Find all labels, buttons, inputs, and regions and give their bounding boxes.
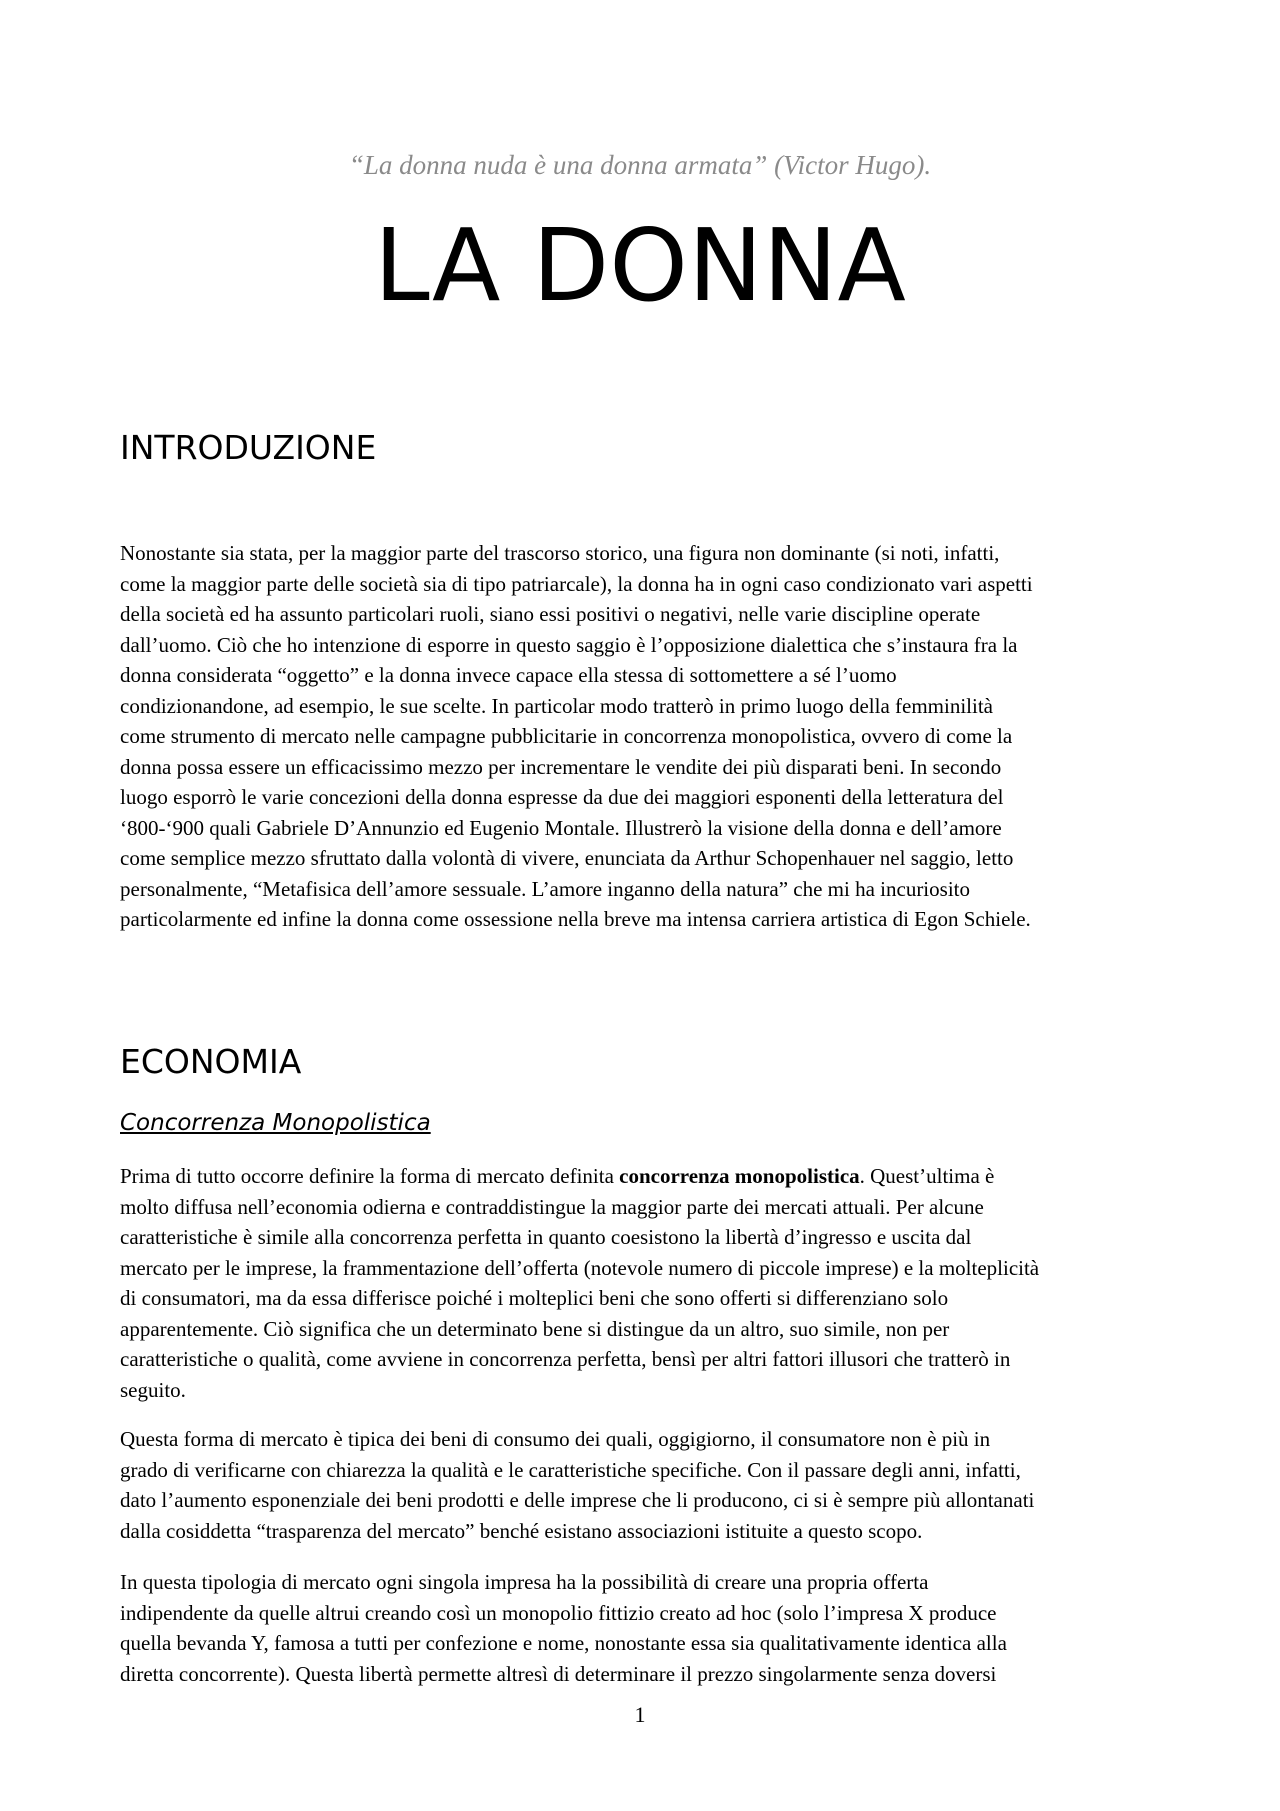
- paragraph-line: come la maggior parte delle società sia di tipo patriarcale), la donna ha in ogni caso condizionato vari aspetti: [120, 571, 1033, 596]
- paragraph-line: dato l’aumento esponenziale dei beni prodotti e delle imprese che li producono, ci si è sempre più allontanati: [120, 1488, 1035, 1512]
- paragraph-line: come strumento di mercato nelle campagne pubblicitarie in concorrenza monopolistica, ovvero di come la: [120, 724, 1013, 748]
- paragraph-line: indipendente da quelle altrui creando così un monopolio fittizio creato ad hoc (solo l’impresa X produce: [120, 1600, 997, 1625]
- page-number: 1: [634, 1702, 646, 1727]
- paragraph-line: caratteristiche è simile alla concorrenza perfetta in quanto coesistono la libertà d’ingresso e uscita dal: [120, 1225, 972, 1249]
- paragraph-line: particolarmente ed infine la donna come ossessione nella breve ma intensa carriera artistica di Egon Schiele.: [120, 907, 1031, 931]
- document-title: LA DONNA: [374, 207, 906, 324]
- paragraph-line: dalla cosiddetta “trasparenza del mercato” benché esistano associazioni istituite a questo scopo.: [120, 1518, 923, 1543]
- section-heading-introduzione: INTRODUZIONE: [120, 428, 377, 467]
- paragraph-line: mercato per le imprese, la frammentazione dell’offerta (notevole numero di piccole imprese) e la molteplicità: [120, 1255, 1040, 1280]
- paragraph-line: della società ed ha assunto particolari ruoli, siano essi positivi o negativi, nelle varie discipline operate: [120, 602, 981, 626]
- economy-paragraph-1: [120, 1161, 1160, 1405]
- intro-paragraph: [120, 538, 1160, 935]
- paragraph-line: apparentemente. Ciò significa che un determinato bene si distingue da un altro, suo simile, non per: [120, 1316, 950, 1341]
- paragraph-line: condizionandone, ad esempio, le sue scelte. In particolar modo tratterò in primo luogo della femminilità: [120, 693, 993, 718]
- paragraph-line: caratteristiche o qualità, come avviene in concorrenza perfetta, bensì per altri fattori illusori che tratterò in: [120, 1347, 1011, 1371]
- paragraph-line: donna considerata “oggetto” e la donna invece capace ella stessa di sottomettere a sé l’uomo: [120, 663, 897, 687]
- economy-paragraph-2: [120, 1424, 1160, 1546]
- paragraph-line: molto diffusa nell’economia odierna e contraddistingue la maggior parte dei mercati attuali. Per alcune: [120, 1194, 984, 1219]
- line-text: Prima di tutto occorre definire la forma di mercato definita: [120, 1164, 620, 1188]
- paragraph-line: diretta concorrente). Questa libertà permette altresì di determinare il prezzo singolarmente senza doversi: [120, 1661, 997, 1686]
- paragraph-line: In questa tipologia di mercato ogni singola impresa ha la possibilità di creare una propria offerta: [120, 1570, 929, 1594]
- paragraph-line: ‘800-‘900 quali Gabriele D’Annunzio ed Eugenio Montale. Illustrerò la visione della donna e dell’amore: [120, 815, 1002, 840]
- section-heading-economia: ECONOMIA: [120, 1042, 302, 1081]
- paragraph-line: come semplice mezzo sfruttato dalla volontà di vivere, enunciata da Arthur Schopenhauer nel saggio, letto: [120, 846, 1014, 870]
- line-text: . Quest’ultima è: [859, 1164, 995, 1188]
- subsection-heading: Concorrenza Monopolistica: [120, 1110, 431, 1136]
- paragraph-line: Nonostante sia stata, per la maggior parte del trascorso storico, una figura non dominante (si noti, infatti,: [120, 541, 1000, 565]
- economy-paragraph-3: [120, 1567, 1160, 1689]
- paragraph-line: personalmente, “Metafisica dell’amore sessuale. L’amore inganno della natura” che mi ha incuriosito: [120, 876, 970, 901]
- bold-term: concorrenza monopolistica: [619, 1164, 860, 1188]
- paragraph-line: donna possa essere un efficacissimo mezzo per incrementare le vendite dei più disparati beni. In secondo: [120, 754, 1002, 779]
- paragraph-line: dall’uomo. Ciò che ho intenzione di esporre in questo saggio è l’opposizione dialettica che s’instaura fra la: [120, 632, 1018, 657]
- paragraph-line: quella bevanda Y, famosa a tutti per confezione e nome, nonostante essa sia qualitativamente identica alla: [120, 1631, 1007, 1655]
- paragraph-line: seguito.: [120, 1377, 186, 1402]
- epigraph-quote: “La donna nuda è una donna armata” (Victor Hugo).: [348, 150, 932, 180]
- paragraph-line: grado di verificarne con chiarezza la qualità e le caratteristiche specifiche. Con il passare degli anni, infatti,: [120, 1457, 1021, 1482]
- paragraph-line: Questa forma di mercato è tipica dei beni di consumo dei quali, oggigiorno, il consumatore non è più in: [120, 1427, 991, 1451]
- paragraph-line: luogo esporrò le varie concezioni della donna espresse da due dei maggiori esponenti della letteratura del: [120, 785, 1004, 809]
- paragraph-line: [120, 1161, 1160, 1192]
- paragraph-line: di consumatori, ma da essa differisce poiché i molteplici beni che sono offerti si differenziano solo: [120, 1286, 949, 1310]
